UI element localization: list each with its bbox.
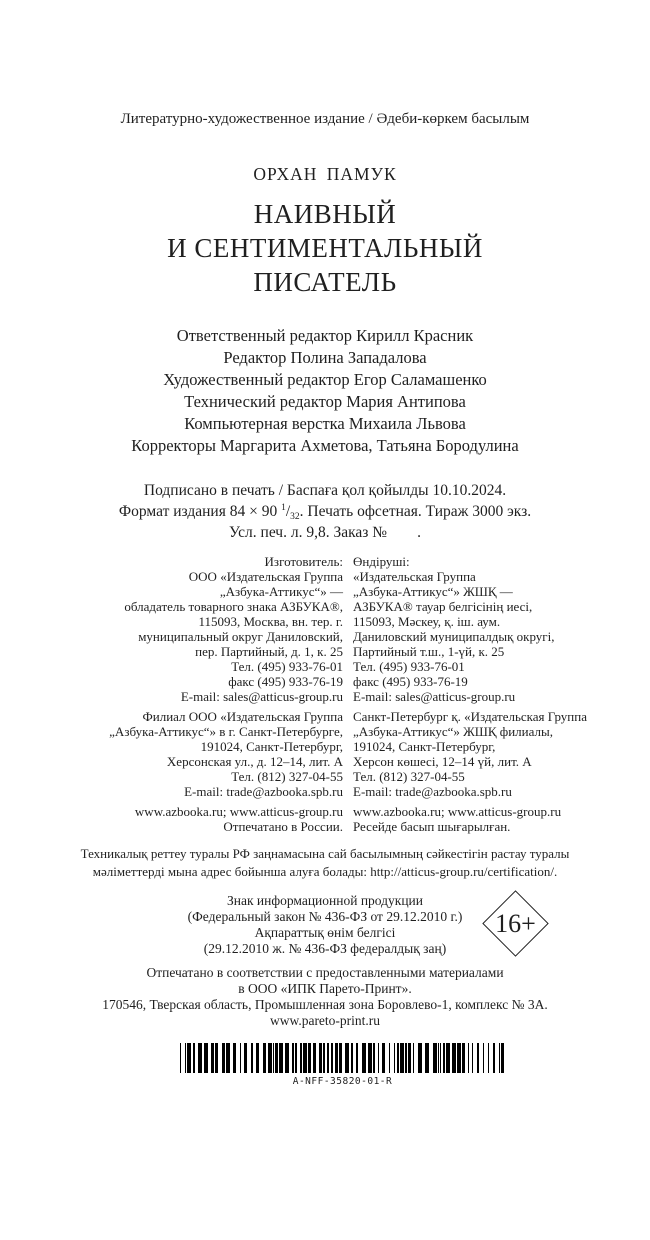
website-line: Ресейде басып шығарылған. — [353, 819, 511, 834]
edition-type-line: Литературно-художественное издание / Әдеби-көркем басылым — [120, 111, 530, 127]
branch-line: Филиал ООО «Издательская Группа — [142, 709, 343, 724]
fraction-separator: / — [285, 503, 291, 520]
certification-line: мәліметтерді мына адрес бойынша алуға болады: http://atticus-group.ru/certification/. — [92, 863, 558, 879]
manufacturer-line: Партийный т.ш., 1-үй, к. 25 — [353, 644, 505, 659]
fraction-numerator: 1 — [281, 503, 286, 513]
staff-credit-line: Технический редактор Мария Антипова — [184, 392, 466, 411]
manufacturer-block-kz — [353, 554, 650, 704]
branch-line: 191024, Санкт-Петербург, — [353, 739, 496, 754]
branch-line: Херсонская ул., д. 12–14, лит. А — [166, 754, 343, 769]
branch-line: „Азбука-Аттикус“» в г. Санкт-Петербурге, — [109, 724, 343, 739]
certification-line: Техникалық реттеу туралы РФ заңнамасына сай басылымның сәйкестігін растау туралы — [80, 846, 570, 861]
branch-line: „Азбука-Аттикус“» ЖШҚ филиалы, — [353, 724, 553, 739]
author-name: ОРХАН ПАМУК — [253, 164, 397, 184]
manufacturer-line: ООО «Издательская Группа — [188, 569, 343, 584]
manufacturer-line: Тел. (495) 933-76-01 — [231, 659, 343, 674]
manufacturer-line: Тел. (495) 933-76-01 — [353, 659, 465, 674]
print-date-line: Подписано в печать / Баспаға қол қойылды 10.10.2024. — [143, 482, 507, 499]
certification-note — [60, 845, 590, 880]
book-title — [0, 197, 650, 299]
manufacturer-line: Даниловский муниципалдық округі, — [353, 629, 555, 644]
manufacturer-block-ru — [0, 554, 343, 704]
staff-credit-line: Ответственный редактор Кирилл Красник — [176, 326, 474, 345]
publisher-columns — [0, 554, 650, 834]
manufacturer-line: АЗБУКА® тауар белгісінің иесі, — [353, 599, 533, 614]
age-mark-line: Знак информационной продукции — [226, 893, 424, 908]
branch-line: E-mail: trade@azbooka.spb.ru — [184, 784, 343, 799]
print-run-info — [0, 480, 650, 543]
websites-block-kz — [353, 804, 650, 834]
website-line: www.azbooka.ru; www.atticus-group.ru — [353, 804, 562, 819]
staff-credit-line: Художественный редактор Егор Саламашенко — [163, 370, 487, 389]
manufacturer-line: факс (495) 933-76-19 — [228, 674, 343, 689]
fraction-denominator: 32 — [290, 512, 300, 522]
publisher-column-russian — [0, 554, 343, 834]
publisher-column-kazakh — [353, 554, 650, 834]
printing-house-line: Отпечатано в соответствии с предоставленными материалами — [146, 965, 504, 980]
printing-house-line: в ООО «ИПК Парето-Принт». — [238, 981, 412, 996]
barcode-label: A-NFF-35820-01-R — [292, 1076, 393, 1087]
order-line-prefix: Усл. печ. л. 9,8. Заказ № — [229, 524, 388, 541]
branch-line: Тел. (812) 327-04-55 — [353, 769, 465, 784]
branch-line: 191024, Санкт-Петербург, — [200, 739, 343, 754]
order-line — [0, 522, 650, 543]
age-mark-line: Ақпараттық өнім белгісі — [254, 925, 396, 940]
age-rating-text: 16+ — [495, 908, 536, 938]
printing-house-line: 170546, Тверская область, Промышленная зона Боровлево-1, комплекс № 3А. — [102, 997, 548, 1012]
website-line: www.azbooka.ru; www.atticus-group.ru — [134, 804, 343, 819]
age-mark-line: (Федеральный закон № 436-ФЗ от 29.12.2010 г.) — [187, 909, 463, 924]
branch-block-ru — [0, 709, 343, 799]
manufacturer-line: Изготовитель: — [264, 554, 343, 569]
manufacturer-line: обладатель товарного знака АЗБУКА®, — [124, 599, 343, 614]
manufacturer-line: „Азбука-Аттикус“» ЖШҚ — — [353, 584, 513, 599]
branch-line: E-mail: trade@azbooka.spb.ru — [353, 784, 512, 799]
book-title-line: И СЕНТИМЕНТАЛЬНЫЙ — [167, 233, 483, 263]
printing-house-line: www.pareto-print.ru — [269, 1013, 381, 1028]
order-line-suffix: . — [417, 524, 421, 541]
printing-house-block — [0, 965, 650, 1029]
manufacturer-line: пер. Партийный, д. 1, к. 25 — [195, 644, 343, 659]
format-line-prefix: Формат издания 84 × 90 — [118, 503, 282, 520]
manufacturer-line: 115093, Мәскеу, қ. іш. аум. — [353, 614, 501, 629]
staff-credit-line: Компьютерная верстка Михаила Львова — [184, 414, 466, 433]
manufacturer-line: „Азбука-Аттикус“» — — [219, 584, 343, 599]
branch-line: Санкт-Петербург қ. «Издательская Группа — [353, 709, 587, 724]
age-mark-line: (29.12.2010 ж. № 436-ФЗ федералдық заң) — [203, 941, 447, 956]
branch-block-kz — [353, 709, 650, 799]
format-line — [0, 501, 650, 522]
websites-block-ru — [0, 804, 343, 834]
manufacturer-line: 115093, Москва, вн. тер. г. — [198, 614, 343, 629]
age-mark-block — [0, 893, 650, 957]
branch-line: Тел. (812) 327-04-55 — [231, 769, 343, 784]
staff-credit-line: Редактор Полина Западалова — [223, 348, 427, 367]
barcode-bar — [501, 1043, 503, 1073]
barcode — [180, 1043, 505, 1073]
book-title-line: НАИВНЫЙ — [253, 199, 397, 229]
manufacturer-line: факс (495) 933-76-19 — [353, 674, 468, 689]
format-line-suffix: . Печать офсетная. Тираж 3000 экз. — [299, 503, 532, 520]
manufacturer-line: Өндіруші: — [353, 554, 410, 569]
manufacturer-line: E-mail: sales@atticus-group.ru — [180, 689, 343, 704]
staff-credits — [0, 325, 650, 457]
branch-line: Херсон көшесі, 12–14 үй, лит. А — [353, 754, 532, 769]
website-line: Отпечатано в России. — [223, 819, 343, 834]
manufacturer-line: «Издательская Группа — [353, 569, 476, 584]
book-title-line: ПИСАТЕЛЬ — [253, 267, 397, 297]
manufacturer-line: муниципальный округ Даниловский, — [138, 629, 343, 644]
manufacturer-line: E-mail: sales@atticus-group.ru — [353, 689, 516, 704]
staff-credit-line: Корректоры Маргарита Ахметова, Татьяна Бородулина — [131, 436, 519, 455]
